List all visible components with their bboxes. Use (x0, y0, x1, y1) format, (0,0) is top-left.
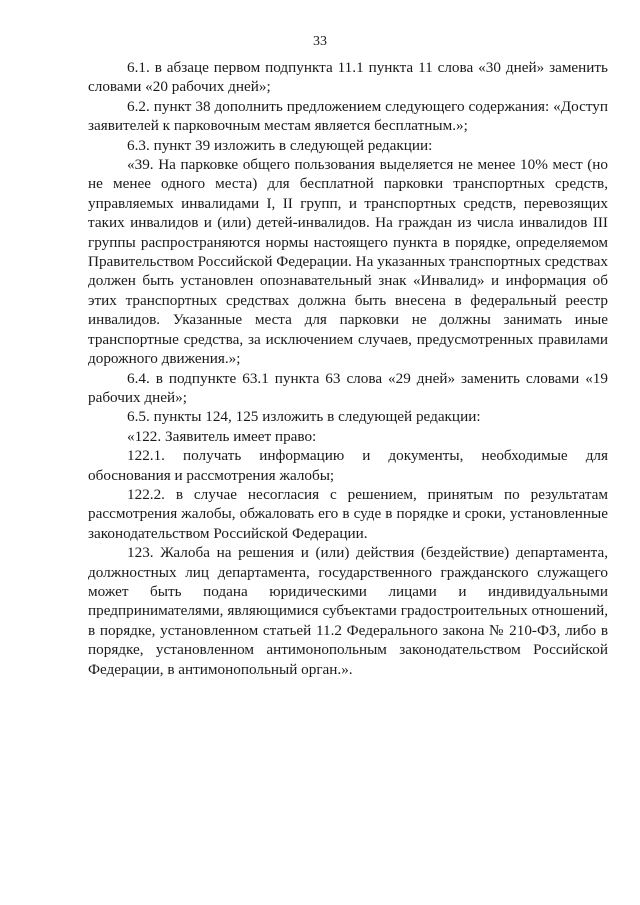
paragraph-122-2: 122.2. в случае несогласия с решением, принятым по результатам рассмотрения жалобы, обжаловать его в суде в порядке и сроки, установленные законодательством Российской Федерации. (88, 485, 608, 542)
paragraph-122-1: 122.1. получать информацию и документы, необходимые для обоснования и рассмотрения жалобы; (88, 447, 608, 484)
paragraph-123: 123. Жалоба на решения и (или) действия (бездействие) департамента, должностных лиц департамента, государственного гражданского служащего может быть подана юридическими лицами и индивидуальными предпринимателями, являющимися субъектами градостроительных отношений, в порядке, установленном статьей 11.2 Федерального закона № 210-ФЗ, либо в порядке, установленном антимонопольным законодательством Российской Федерации, в антимонопольный орган.». (88, 544, 608, 678)
paragraph-122: «122. Заявитель имеет право: (127, 427, 317, 445)
paragraph-39-quote: «39. На парковке общего пользования выделяется не менее 10% мест (но не менее одного места) для бесплатной парковки транспортных средств, управляемых инвалидами I, II групп, и транспортных средств, перевозящих таких инвалидов и (или) детей-инвалидов. На граждан из числа инвалидов III группы распространяются нормы настоящего пункта в порядке, определяемом Правительством Российской Федерации. На указанных транспортных средствах должен быть установлен опознавательный знак «Инвалид» и информация об этих транспортных средствах должна быть внесена в федеральный реестр инвалидов. Указанные места для парковки не должны занимать иные транспортные средства, за исключением случаев, предусмотренных правилами дорожного движения.»; (88, 156, 608, 368)
document-body (88, 58, 608, 679)
paragraph-6-4: 6.4. в подпункте 63.1 пункта 63 слова «29 дней» заменить словами «19 рабочих дней»; (88, 369, 608, 406)
paragraph-6-1: 6.1. в абзаце первом подпункта 11.1 пункта 11 слова «30 дней» заменить словами «20 рабочих дней»; (88, 59, 608, 96)
page-number: 33 (313, 34, 327, 49)
paragraph-6-5: 6.5. пункты 124, 125 изложить в следующей редакции: (127, 408, 481, 426)
paragraph-6-2: 6.2. пункт 38 дополнить предложением следующего содержания: «Доступ заявителей к парковочным местам является бесплатным.»; (88, 97, 608, 135)
paragraph-6-3: 6.3. пункт 39 изложить в следующей редакции: (127, 136, 433, 154)
